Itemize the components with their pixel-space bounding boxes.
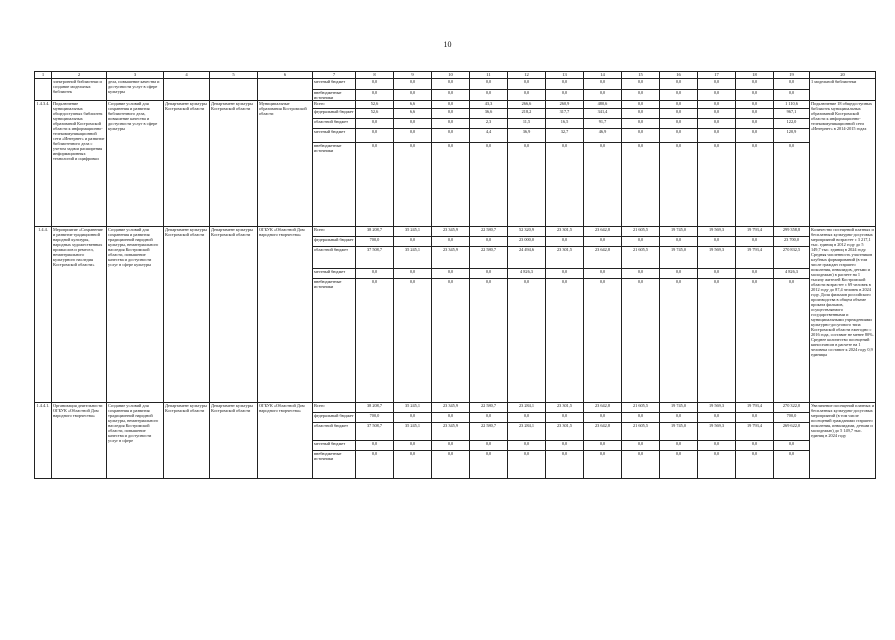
funding-value: 0,0: [736, 279, 774, 403]
column-number: 11: [470, 72, 508, 79]
funding-value: 11,5: [508, 119, 546, 129]
funding-value: 38 208,7: [356, 227, 394, 237]
funding-value: 0,0: [698, 441, 736, 451]
funding-value: 0,0: [584, 279, 622, 403]
funding-value: 0,0: [736, 269, 774, 279]
funding-value: 0,0: [622, 279, 660, 403]
funding-value: 122,0: [774, 119, 810, 129]
activity-goal: Создание условий для сохранения и развития библиотечного дела, повышение качества и доступности услуг в сфере культуры: [107, 101, 164, 227]
funding-value: 0,0: [774, 451, 810, 479]
funding-value: 0,0: [356, 129, 394, 143]
funding-value: 0,0: [394, 143, 432, 227]
funding-source-label: внебюджетные источники: [313, 451, 356, 479]
funding-value: 0,0: [432, 119, 470, 129]
funding-value: 270 322,0: [774, 403, 810, 413]
funding-value: 0,0: [508, 413, 546, 423]
funding-source-label: местный бюджет: [313, 129, 356, 143]
funding-value: 0,0: [546, 237, 584, 247]
funding-value: 23 345,9: [432, 423, 470, 441]
funding-value: 0,0: [394, 237, 432, 247]
funding-value: 23 345,9: [432, 227, 470, 237]
funding-value: 0,0: [546, 441, 584, 451]
funding-value: 0,0: [622, 79, 660, 90]
page-number: 10: [443, 40, 452, 49]
funding-value: 0,0: [432, 451, 470, 479]
funding-value: 0,0: [660, 90, 698, 101]
participant: ОГБУК «Областной Дом народного творчества»: [258, 403, 313, 479]
funding-value: 0,0: [698, 143, 736, 227]
funding-value: 23 642,8: [584, 227, 622, 237]
funding-value: 0,0: [394, 413, 432, 423]
funding-value: 0,0: [660, 441, 698, 451]
funding-value: 19 569,3: [698, 227, 736, 237]
column-number: 14: [584, 72, 622, 79]
funding-value: 0,0: [546, 269, 584, 279]
funding-value: 0,0: [774, 90, 810, 101]
funding-source-label: федеральный бюджет: [313, 413, 356, 423]
activity-name: Организация деятельности ОГБУК «Областной Дом народного творчества»: [52, 403, 107, 479]
funding-value: 0,0: [470, 279, 508, 403]
funding-value: 0,0: [622, 90, 660, 101]
funding-value: 0,0: [546, 90, 584, 101]
funding-value: 0,0: [584, 143, 622, 227]
row-code: [35, 79, 52, 101]
funding-value: 22 580,7: [470, 247, 508, 269]
funding-source-label: областной бюджет: [313, 119, 356, 129]
coexecutor: Департамент культуры Костромской области: [210, 227, 258, 403]
funding-source-label: федеральный бюджет: [313, 237, 356, 247]
funding-value: 0,0: [660, 79, 698, 90]
column-number: 19: [774, 72, 810, 79]
funding-value: 4 826,3: [774, 269, 810, 279]
funding-value: 0,0: [736, 90, 774, 101]
row-code: 1.4.3.4.: [35, 101, 52, 227]
column-number: 20: [810, 72, 876, 79]
funding-value: 0,0: [698, 109, 736, 119]
funding-value: 0,0: [394, 119, 432, 129]
funding-value: 260,9: [546, 101, 584, 109]
funding-value: 19 793,4: [736, 227, 774, 237]
funding-value: 0,0: [736, 129, 774, 143]
funding-value: 0,0: [508, 451, 546, 479]
funding-value: 0,0: [660, 237, 698, 247]
column-number: 12: [508, 72, 546, 79]
funding-value: 0,0: [508, 441, 546, 451]
funding-value: 0,0: [394, 441, 432, 451]
responsible-executor: [164, 79, 210, 101]
activity-goal: дела, повышение качества и доступности услуг в сфере культуры: [107, 79, 164, 101]
funding-value: 0,0: [622, 101, 660, 109]
funding-value: 0,0: [660, 279, 698, 403]
funding-value: 23 345,9: [432, 403, 470, 413]
participant: Муниципальные образования Костромской области: [258, 101, 313, 227]
funding-value: 22 580,7: [470, 403, 508, 413]
funding-value: 0,0: [584, 79, 622, 90]
coexecutor: [210, 79, 258, 101]
funding-value: 0,0: [432, 279, 470, 403]
funding-value: 0,0: [622, 109, 660, 119]
funding-value: 0,0: [736, 79, 774, 90]
funding-value: 0,0: [698, 237, 736, 247]
funding-value: 299 358,8: [774, 227, 810, 237]
funding-value: 0,0: [698, 269, 736, 279]
funding-value: 23 700,0: [774, 237, 810, 247]
activity-name: электронной библиотеки и создание модельных библиотек: [52, 79, 107, 101]
funding-value: 0,0: [660, 269, 698, 279]
expected-result: Подключение 18 общедоступных библиотек муниципальных образований Костромской области к информационно-телекоммуникационной сети «Интернет» в 2014-2015 годах: [810, 101, 876, 227]
expected-result: Увеличение посещений платных и бесплатных культурно-досуговых мероприятий (в том числе посещений гражданами старшего поколения, инвалидами, детьми и молодежью) до 5 149,7 тыс. единиц в 2024 году: [810, 403, 876, 479]
column-number: 5: [210, 72, 258, 79]
funding-value: 0,0: [698, 279, 736, 403]
funding-value: 0,0: [432, 109, 470, 119]
funding-value: 36,9: [508, 129, 546, 143]
row-code: 1.4.4.: [35, 227, 52, 403]
funding-value: 0,0: [432, 237, 470, 247]
responsible-executor: Департамент культуры Костромской области: [164, 403, 210, 479]
funding-value: 0,0: [698, 101, 736, 109]
funding-source-label: местный бюджет: [313, 79, 356, 90]
funding-value: 0,0: [356, 451, 394, 479]
funding-value: 0,0: [584, 441, 622, 451]
funding-value: 23 642,8: [584, 247, 622, 269]
funding-value: 52,6: [356, 101, 394, 109]
funding-value: 0,0: [622, 269, 660, 279]
funding-value: 0,0: [394, 79, 432, 90]
funding-source-label: Всего: [313, 101, 356, 109]
coexecutor: Департамент культуры Костромской области: [210, 403, 258, 479]
funding-value: 0,0: [356, 269, 394, 279]
funding-value: 35 245,1: [394, 403, 432, 413]
funding-source-label: областной бюджет: [313, 247, 356, 269]
funding-value: 0,0: [584, 90, 622, 101]
column-number: 13: [546, 72, 584, 79]
funding-value: 46,9: [584, 129, 622, 143]
funding-value: 0,0: [698, 119, 736, 129]
column-number: 16: [660, 72, 698, 79]
funding-value: 0,0: [432, 413, 470, 423]
funding-value: 23 000,0: [508, 237, 546, 247]
funding-value: 0,0: [470, 269, 508, 279]
funding-value: 6,6: [394, 109, 432, 119]
funding-value: 0,0: [660, 101, 698, 109]
program-table: [34, 71, 876, 479]
funding-value: 0,0: [470, 237, 508, 247]
funding-value: 32,7: [546, 129, 584, 143]
funding-value: 0,0: [432, 101, 470, 109]
funding-value: 0,0: [698, 451, 736, 479]
funding-value: 16,5: [546, 119, 584, 129]
funding-value: 38 208,7: [356, 403, 394, 413]
table-row: [35, 403, 876, 413]
funding-value: 0,0: [584, 269, 622, 279]
funding-value: 0,0: [394, 129, 432, 143]
funding-value: 6,6: [394, 101, 432, 109]
funding-value: 52 320,9: [508, 227, 546, 237]
responsible-executor: Департамент культуры Костромской области: [164, 227, 210, 403]
funding-value: 0,0: [432, 143, 470, 227]
funding-value: 0,0: [622, 441, 660, 451]
funding-value: 0,0: [660, 129, 698, 143]
funding-value: 0,0: [736, 451, 774, 479]
funding-value: 0,0: [698, 413, 736, 423]
funding-value: 23 642,8: [584, 403, 622, 413]
funding-value: 480,6: [584, 101, 622, 109]
funding-value: 0,0: [546, 79, 584, 90]
funding-value: 19 569,3: [698, 403, 736, 413]
responsible-executor: Департамент культуры Костромской области: [164, 101, 210, 227]
funding-value: 269 622,0: [774, 423, 810, 441]
funding-value: 0,0: [736, 441, 774, 451]
funding-value: 21 605,5: [622, 423, 660, 441]
funding-value: 0,0: [508, 279, 546, 403]
table-row: [35, 101, 876, 109]
activity-name: Мероприятие «Сохранение и развитие традиционной народной культуры, народных художественных промыслов и ремесел, нематериального культурного наследия Костромской области»: [52, 227, 107, 403]
column-number: 1: [35, 72, 52, 79]
funding-value: 700,0: [774, 413, 810, 423]
funding-value: 37 508,7: [356, 247, 394, 269]
funding-source-label: местный бюджет: [313, 441, 356, 451]
funding-value: 22 580,7: [470, 227, 508, 237]
funding-value: 0,0: [660, 109, 698, 119]
column-number: 2: [52, 72, 107, 79]
column-number: 6: [258, 72, 313, 79]
column-number: 9: [394, 72, 432, 79]
funding-value: 0,0: [698, 90, 736, 101]
column-number: 10: [432, 72, 470, 79]
funding-value: 19 569,3: [698, 423, 736, 441]
funding-value: 23 301,5: [546, 403, 584, 413]
activity-goal: Создание условий для сохранения и развития традиционной народной культуры, нематериального наследия Костромской области, повышение качества и доступности услуг в сфере: [107, 403, 164, 479]
funding-value: 21 605,5: [622, 227, 660, 237]
funding-value: 0,0: [622, 143, 660, 227]
coexecutor: Департамент культуры Костромской области: [210, 101, 258, 227]
funding-value: 19 793,4: [736, 403, 774, 413]
funding-value: 36,6: [470, 109, 508, 119]
funding-source-label: внебюджетные источники: [313, 143, 356, 227]
funding-value: 0,0: [660, 143, 698, 227]
funding-value: 19 745,0: [660, 247, 698, 269]
column-number-row: [35, 72, 876, 79]
funding-value: 23 642,8: [584, 423, 622, 441]
funding-source-label: внебюджетные источники: [313, 90, 356, 101]
funding-value: 0,0: [470, 451, 508, 479]
funding-value: 0,0: [774, 441, 810, 451]
funding-value: 35 245,1: [394, 423, 432, 441]
table-row: [35, 227, 876, 237]
funding-value: 0,0: [432, 79, 470, 90]
funding-value: 0,0: [698, 129, 736, 143]
funding-value: 2,3: [470, 119, 508, 129]
funding-value: 0,0: [394, 90, 432, 101]
funding-value: 341,4: [584, 109, 622, 119]
table-row: [35, 79, 876, 90]
funding-value: 23 345,9: [432, 247, 470, 269]
funding-value: 0,0: [774, 279, 810, 403]
funding-value: 4 826,3: [508, 269, 546, 279]
funding-value: 0,0: [356, 279, 394, 403]
funding-value: 270 832,5: [774, 247, 810, 269]
funding-value: 0,0: [508, 90, 546, 101]
funding-value: 19 793,4: [736, 423, 774, 441]
funding-value: 35 245,1: [394, 247, 432, 269]
funding-value: 4,4: [470, 129, 508, 143]
funding-value: 0,0: [736, 119, 774, 129]
funding-value: 0,0: [508, 143, 546, 227]
funding-value: 0,0: [432, 441, 470, 451]
participant: ОГБУК «Областной Дом народного творчества»: [258, 227, 313, 403]
funding-value: 0,0: [470, 79, 508, 90]
funding-value: 0,0: [546, 279, 584, 403]
funding-source-label: местный бюджет: [313, 269, 356, 279]
expected-result: Количество посещений платных и бесплатных культурно-досуговых мероприятий возрастет с 3 217,1 тыс. единиц в 2012 году до 5 149,7 тыс. единиц в 2024 году. Средняя численность участников клубных формирований (в том числе граждан старшего поколения, инвалидов, детьми и молодежью) в расчете на 1 тысячу жителей Костромской области возрастет с 69 человек в 2012 году до 87,4 человек в 2024 году. Доля фильмов российского производства в общем объеме проката фильмов, осуществляемого государственными и муниципальными учреждениями культурно-досугового типа Костромской области ежегодно с 2016 года, составит не менее 80%. Среднее количество посещений киносеансов в расчете на 1 человека составит к 2024 году 0,9 единицы: [810, 227, 876, 403]
funding-value: 22 580,7: [470, 423, 508, 441]
funding-value: 23 301,5: [546, 227, 584, 237]
activity-name: Подключение муниципальных общедоступных библиотек муниципальных образований Костромской области к информационно-телекоммуникационной сети «Интернет» и развитие библиотечного дела с учетом задачи расширения информационных технологий и оцифровки: [52, 101, 107, 227]
funding-value: 0,0: [356, 143, 394, 227]
funding-value: 0,0: [394, 451, 432, 479]
funding-value: 967,1: [774, 109, 810, 119]
activity-goal: Создание условий для сохранения и развития традиционной народной культуры, нематериального наследия Костромской области, повышение качества и доступности услуг в сфере культуры: [107, 227, 164, 403]
funding-source-label: Всего: [313, 403, 356, 413]
funding-value: 0,0: [584, 237, 622, 247]
funding-value: 0,0: [660, 413, 698, 423]
funding-value: 120,9: [774, 129, 810, 143]
funding-value: 23 301,5: [546, 423, 584, 441]
funding-value: 0,0: [432, 269, 470, 279]
funding-value: 0,0: [356, 441, 394, 451]
funding-value: 0,0: [356, 119, 394, 129]
funding-value: 0,0: [660, 451, 698, 479]
funding-value: 0,0: [698, 79, 736, 90]
funding-value: 0,0: [584, 451, 622, 479]
funding-value: 19 793,4: [736, 247, 774, 269]
funding-value: 0,0: [470, 143, 508, 227]
funding-value: 52,6: [356, 109, 394, 119]
funding-value: 0,0: [622, 129, 660, 143]
funding-value: 700,0: [356, 237, 394, 247]
funding-value: 0,0: [774, 79, 810, 90]
funding-value: 43,3: [470, 101, 508, 109]
funding-value: 1 110,6: [774, 101, 810, 109]
funding-value: 19 569,3: [698, 247, 736, 269]
funding-value: 19 745,0: [660, 423, 698, 441]
column-number: 17: [698, 72, 736, 79]
column-number: 7: [313, 72, 356, 79]
funding-value: 0,0: [432, 90, 470, 101]
funding-value: 0,0: [546, 143, 584, 227]
funding-value: 0,0: [736, 413, 774, 423]
funding-value: 19 745,0: [660, 403, 698, 413]
funding-value: 0,0: [508, 79, 546, 90]
funding-value: 0,0: [432, 129, 470, 143]
funding-value: 35 245,1: [394, 227, 432, 237]
funding-value: 0,0: [660, 119, 698, 129]
funding-value: 0,0: [622, 237, 660, 247]
funding-value: 0,0: [584, 413, 622, 423]
funding-value: 0,0: [470, 90, 508, 101]
funding-value: 19 745,0: [660, 227, 698, 237]
funding-value: 0,0: [546, 413, 584, 423]
funding-value: 317,7: [546, 109, 584, 119]
funding-value: 0,0: [736, 101, 774, 109]
funding-value: 0,0: [622, 119, 660, 129]
funding-value: 0,0: [622, 451, 660, 479]
column-number: 8: [356, 72, 394, 79]
funding-value: 0,0: [774, 143, 810, 227]
row-code: 1.4.4.1.: [35, 403, 52, 479]
column-number: 4: [164, 72, 210, 79]
funding-value: 0,0: [394, 279, 432, 403]
funding-source-label: федеральный бюджет: [313, 109, 356, 119]
funding-value: 0,0: [356, 79, 394, 90]
funding-value: 0,0: [546, 451, 584, 479]
funding-value: 37 508,7: [356, 423, 394, 441]
funding-source-label: областной бюджет: [313, 423, 356, 441]
column-number: 18: [736, 72, 774, 79]
funding-source-label: Всего: [313, 227, 356, 237]
funding-value: 21 605,5: [622, 403, 660, 413]
funding-value: 700,0: [356, 413, 394, 423]
funding-value: 0,0: [470, 441, 508, 451]
column-number: 3: [107, 72, 164, 79]
expected-result: 1 модельной библиотеки: [810, 79, 876, 101]
participant: [258, 79, 313, 101]
funding-value: 24 494,6: [508, 247, 546, 269]
funding-value: 21 605,5: [622, 247, 660, 269]
column-number: 15: [622, 72, 660, 79]
funding-value: 0,0: [736, 237, 774, 247]
funding-value: 23 284,1: [508, 403, 546, 413]
funding-value: 0,0: [394, 269, 432, 279]
funding-value: 0,0: [622, 413, 660, 423]
funding-value: 91,7: [584, 119, 622, 129]
funding-value: 23 301,5: [546, 247, 584, 269]
funding-value: 0,0: [470, 413, 508, 423]
funding-value: 218,2: [508, 109, 546, 119]
funding-value: 0,0: [356, 90, 394, 101]
funding-value: 23 284,1: [508, 423, 546, 441]
funding-value: 0,0: [736, 109, 774, 119]
funding-value: 266,6: [508, 101, 546, 109]
funding-source-label: внебюджетные источники: [313, 279, 356, 403]
funding-value: 0,0: [736, 143, 774, 227]
